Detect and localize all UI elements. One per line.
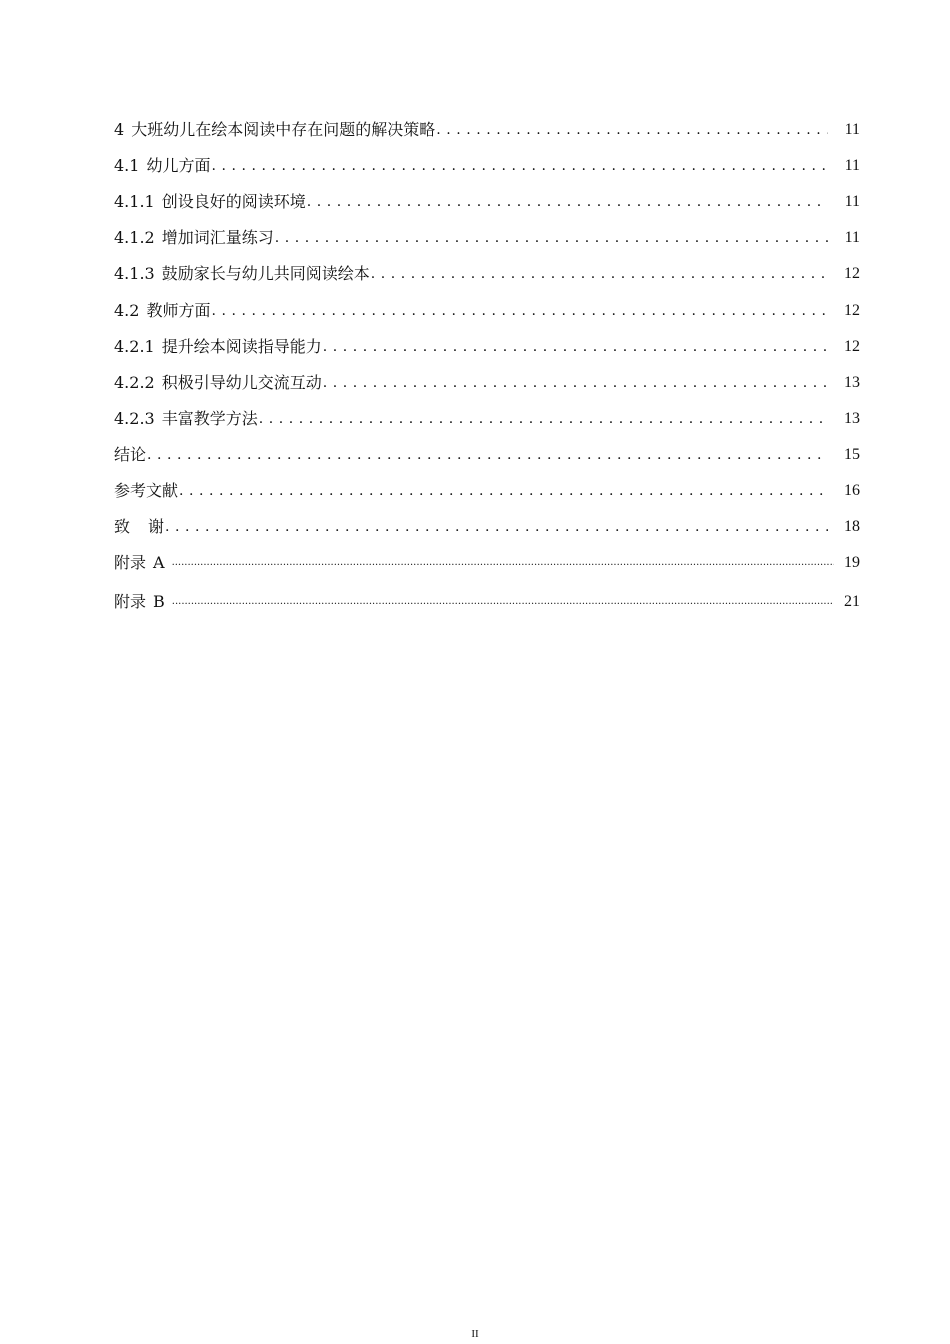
toc-entry[interactable] — [114, 256, 860, 292]
toc-entry[interactable] — [114, 365, 860, 401]
toc-entry-appendix-a[interactable] — [114, 545, 860, 581]
toc-dot-leader — [436, 112, 828, 148]
toc-entry-page: 11 — [844, 193, 860, 211]
toc-entry-conclusion[interactable] — [114, 437, 860, 473]
toc-entry-number: 4.1 — [114, 156, 140, 176]
toc-entry[interactable] — [114, 292, 860, 328]
toc-entry-number: 4.1.1 — [114, 192, 155, 212]
toc-entry-page: 18 — [844, 518, 860, 536]
toc-entry-page: 19 — [844, 554, 860, 572]
toc-entry-page: 21 — [844, 593, 860, 611]
toc-entry[interactable] — [114, 329, 860, 365]
toc-entry-number: 4 — [114, 120, 125, 140]
toc-entry-number: 4.2.3 — [114, 408, 155, 428]
toc-entry-title: 结论 — [114, 444, 147, 464]
toc-entry-references[interactable] — [114, 473, 860, 509]
toc-entry-title: 创设良好的阅读环境 — [161, 192, 306, 212]
toc-entry-title: 大班幼儿在绘本阅读中存在问题的解决策略 — [131, 120, 436, 140]
toc-entry-page: 12 — [844, 265, 860, 283]
toc-dot-leader — [259, 401, 828, 437]
toc-entry[interactable] — [114, 401, 860, 437]
toc-entry-number: 4.2 — [114, 300, 140, 320]
toc-entry-page: 13 — [844, 373, 860, 391]
toc-dot-leader — [165, 509, 828, 545]
toc-entry-acknowledgements[interactable] — [114, 509, 860, 545]
toc-entry-title: 参考文献 — [114, 481, 179, 501]
toc-dot-leader — [172, 545, 834, 581]
toc-dot-leader — [211, 293, 828, 329]
toc-entry-number: 附录 — [114, 553, 147, 573]
toc-entry-number: 4.2.2 — [114, 372, 155, 392]
table-of-contents — [114, 112, 860, 620]
toc-entry-title: 教师方面 — [146, 300, 211, 320]
toc-entry-title: 提升绘本阅读指导能力 — [161, 336, 322, 356]
toc-dot-leader — [211, 148, 828, 184]
toc-entry-page: 11 — [844, 121, 860, 139]
toc-dot-leader — [172, 584, 834, 620]
toc-entry-title: 增加词汇量练习 — [161, 228, 274, 248]
toc-entry-title: A — [153, 553, 165, 573]
toc-entry-number: 附录 — [114, 592, 147, 612]
toc-entry-number: 致 — [114, 517, 131, 537]
toc-entry-page: 15 — [844, 445, 860, 463]
page-number-footer: II — [471, 1328, 479, 1340]
toc-entry-title: 丰富教学方法 — [161, 408, 258, 428]
toc-entry-number: 4.1.2 — [114, 228, 155, 248]
toc-entry-number: 4.1.3 — [114, 264, 155, 284]
toc-entry-title: B — [153, 592, 165, 612]
toc-dot-leader — [307, 184, 828, 220]
toc-dot-leader — [323, 329, 828, 365]
toc-entry-page: 13 — [844, 409, 860, 427]
toc-entry-title: 鼓励家长与幼儿共同阅读绘本 — [161, 264, 370, 284]
toc-entry-page: 12 — [844, 301, 860, 319]
toc-entry-number: 4.2.1 — [114, 336, 155, 356]
toc-entry-page: 11 — [844, 157, 860, 175]
toc-entry-title: 谢 — [148, 517, 165, 537]
toc-dot-leader — [371, 256, 828, 292]
toc-dot-leader — [179, 473, 828, 509]
toc-entry-title: 积极引导幼儿交流互动 — [161, 372, 322, 392]
toc-dot-leader — [275, 220, 828, 256]
toc-dot-leader — [147, 437, 828, 473]
toc-entry-page: 11 — [844, 229, 860, 247]
toc-entry[interactable] — [114, 220, 860, 256]
toc-entry[interactable] — [114, 112, 860, 148]
toc-entry[interactable] — [114, 148, 860, 184]
toc-entry-page: 16 — [844, 482, 860, 500]
toc-entry-appendix-b[interactable] — [114, 581, 860, 620]
toc-entry-page: 12 — [844, 337, 860, 355]
toc-entry-title: 幼儿方面 — [146, 156, 211, 176]
toc-entry[interactable] — [114, 184, 860, 220]
toc-dot-leader — [323, 365, 828, 401]
